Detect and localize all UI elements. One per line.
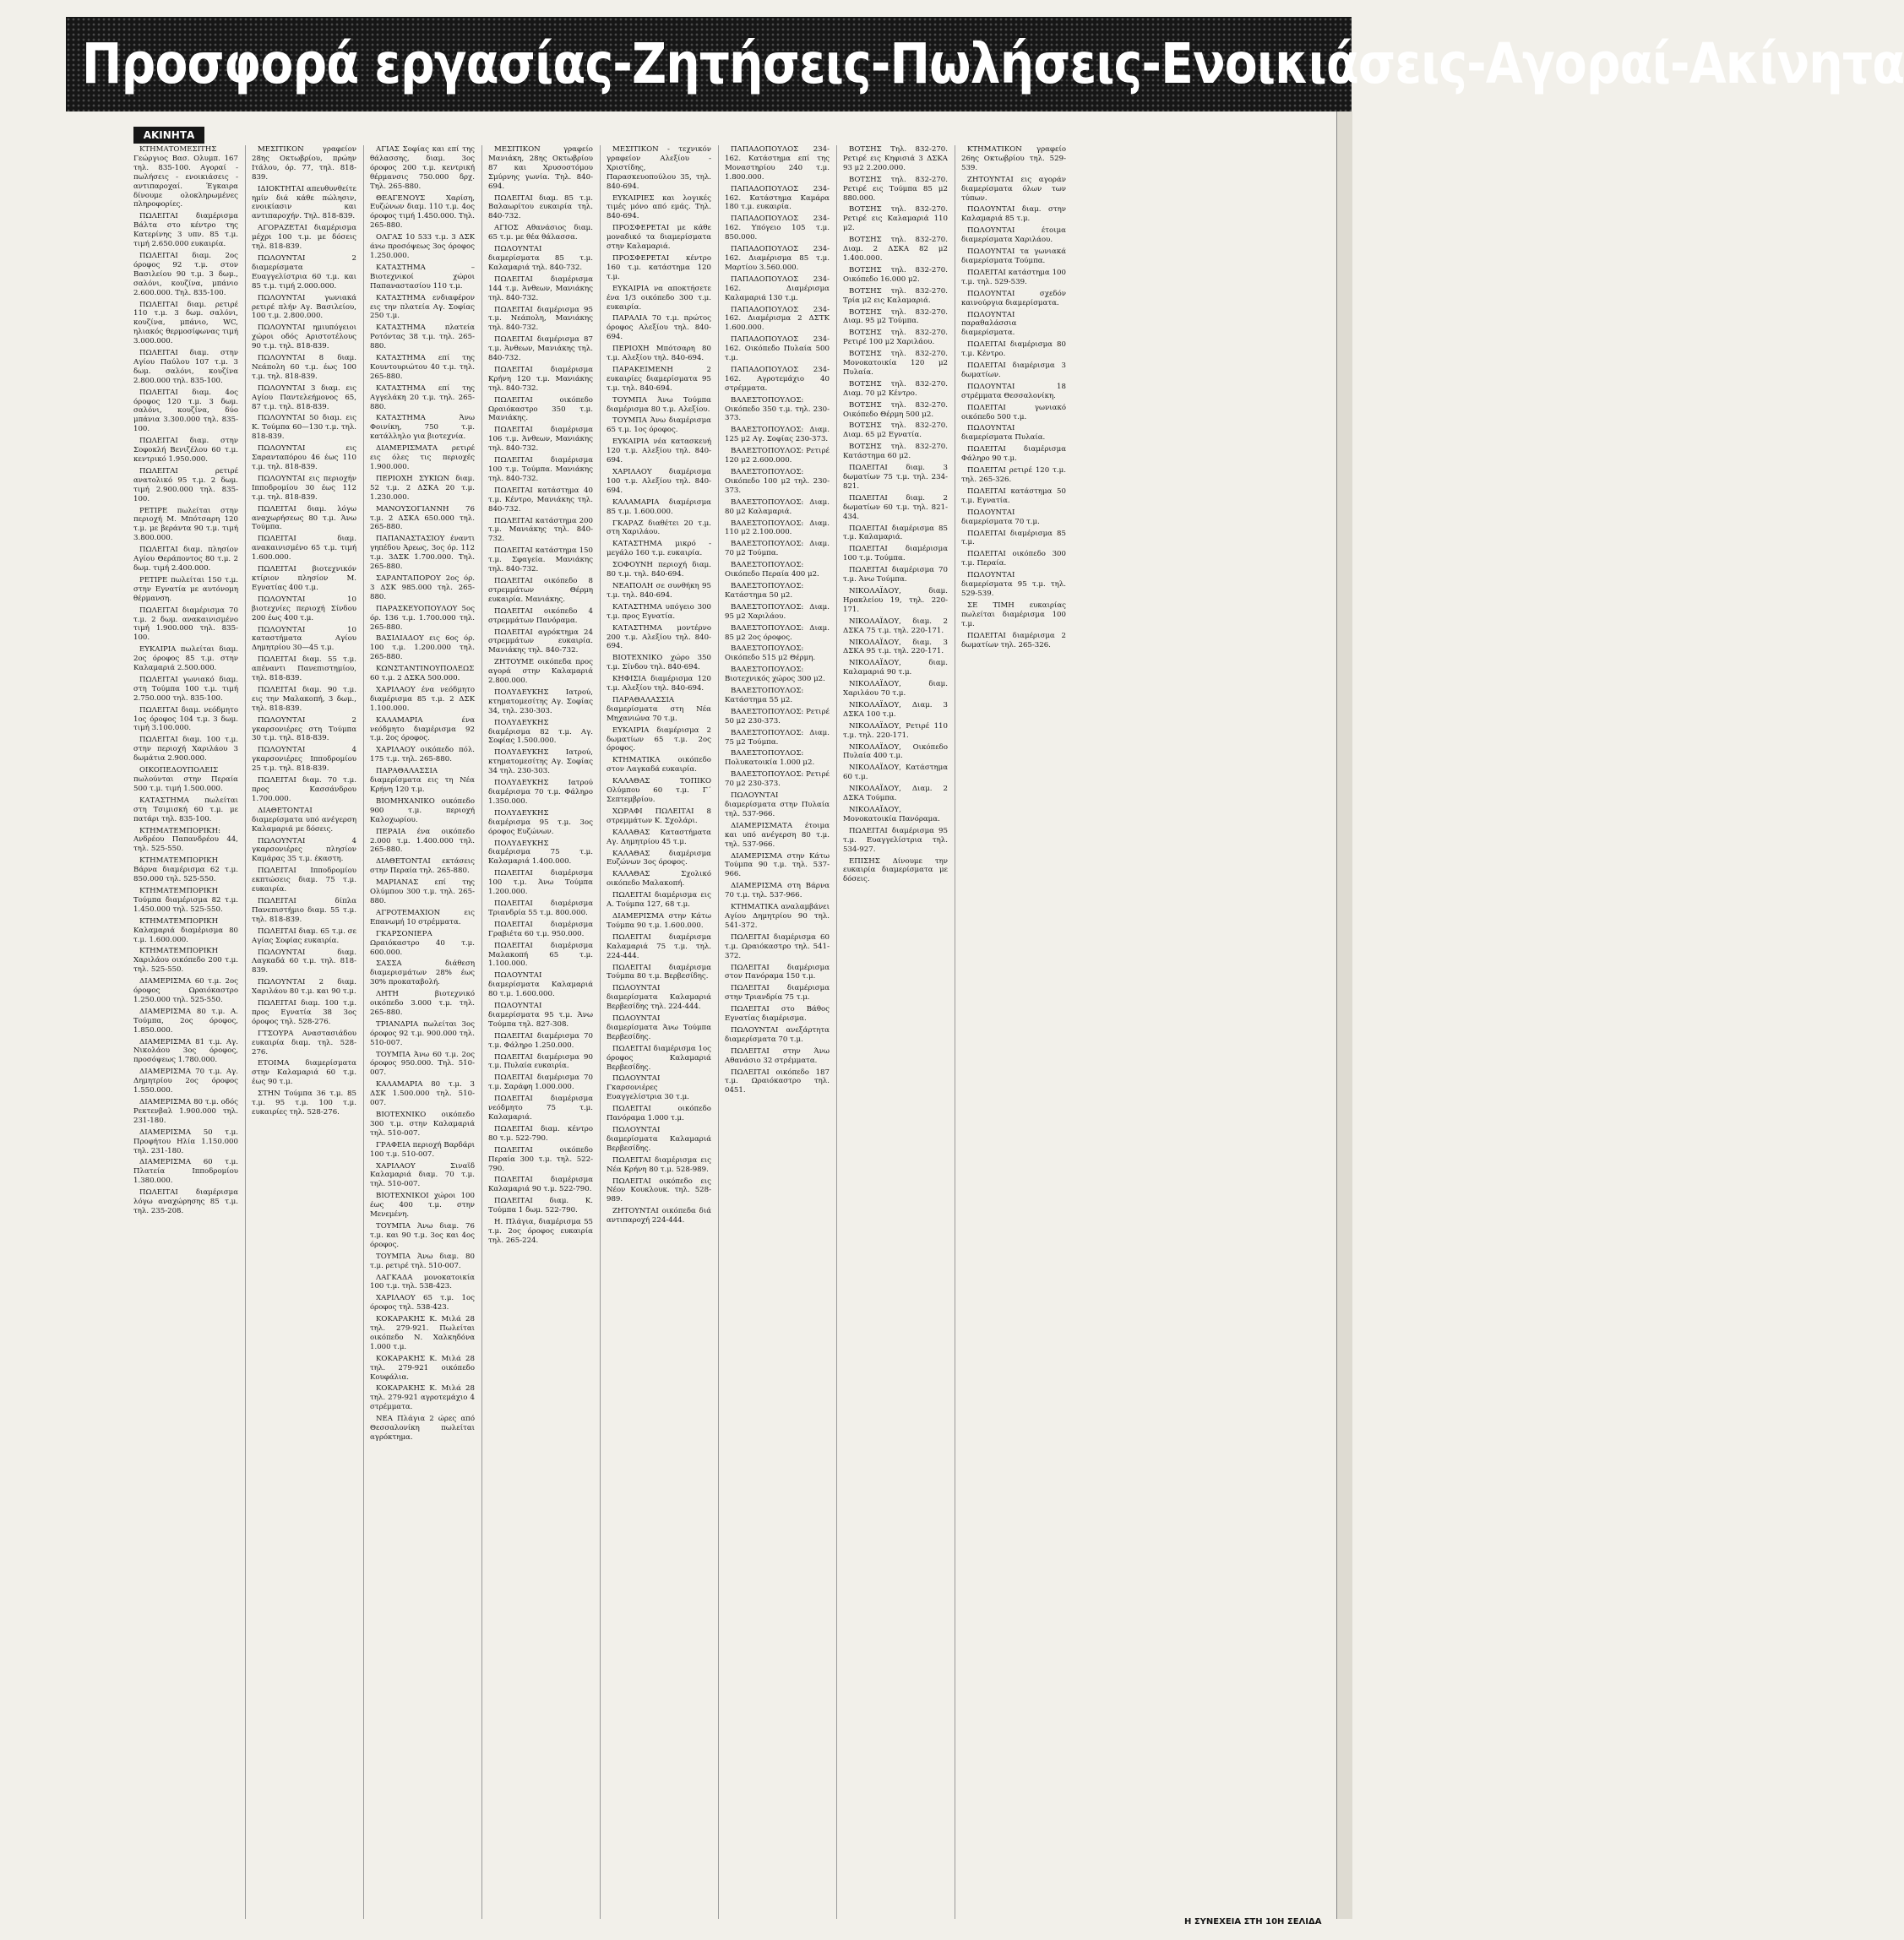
classified-ad: ΒΟΤΣΗΣ Τηλ. 832-270. Ρετιρέ εις Κηφισιά 3 ΔΣΚΑ 93 μ2 2.200.000. bbox=[843, 145, 948, 172]
classified-ad: ΠΩΛΕΙΤΑΙ διαμέρισμα 85 τ.μ. Καλαμαριά. bbox=[843, 524, 948, 542]
classified-ad: ΝΙΚΟΛΑΪΔΟΥ, διαμ. Ηρακλείου 19, τηλ. 220-171. bbox=[843, 586, 948, 614]
classified-ad: ΠΩΛΕΙΤΑΙ ρετιρέ ανατολικό 95 τ.μ. 2 δωμ. τιμή 2.900.000 τηλ. 835-100. bbox=[133, 466, 238, 503]
classified-ad: ΠΩΛΕΙΤΑΙ ρετιρέ 120 τ.μ. τηλ. 265-326. bbox=[961, 466, 1066, 484]
classified-ad: ΠΩΛΕΙΤΑΙ διαμ. 70 τ.μ. προς Κασσάνδρου 1.700.000. bbox=[252, 776, 356, 803]
classified-ad: ΠΟΛΥΔΕΥΚΗΣ διαμέρισμα 75 τ.μ. Καλαμαριά 1.400.000. bbox=[488, 839, 593, 867]
classified-ad: ΒΑΛΕΣΤΟΠΟΥΛΟΣ: Διαμ. 70 μ2 Τούμπα. bbox=[725, 540, 830, 558]
classified-ad: ΒΑΛΕΣΤΟΠΟΥΛΟΣ: Ρετιρέ 120 μ2 2.600.000. bbox=[725, 447, 830, 465]
classified-ad: ΚΩΝΣΤΑΝΤΙΝΟΥΠΟΛΕΩΣ 60 τ.μ. 2 ΔΣΚΑ 500.000. bbox=[370, 665, 475, 683]
classified-ad: ΒΟΤΣΗΣ τηλ. 832-270. Ρετιρέ εις Καλαμαριά 110 μ2. bbox=[843, 205, 948, 233]
classified-ad: ΠΩΛΟΥΝΤΑΙ έτοιμα διαμερίσματα Χαριλάου. bbox=[961, 226, 1066, 245]
classified-ad: ΠΩΛΕΙΤΑΙ διαμ. λόγω αναχωρήσεως 80 τ.μ. Άνω Τούμπα. bbox=[252, 504, 356, 532]
classified-ad: ΒΑΛΕΣΤΟΠΟΥΛΟΣ: Ρετιρέ 70 μ2 230-373. bbox=[725, 770, 830, 789]
classified-ad: ΕΥΚΑΙΡΙΑ νέα κατασκευή 120 τ.μ. Αλεξίου τηλ. 840-694. bbox=[607, 437, 711, 465]
classified-ad: ΤΟΥΜΠΑ Άνω διαμ. 76 τ.μ. και 90 τ.μ. 3ος και 4ος όροφος. bbox=[370, 1221, 475, 1249]
classified-ad: ΠΩΛΕΙΤΑΙ διαμέρισμα Κρήνη 120 τ.μ. Μανιάκης τηλ. 840-732. bbox=[488, 365, 593, 393]
classified-ad: ΚΑΤΑΣΤΗΜΑ πωλείται στη Τσιμισκή 60 τ.μ. με πατάρι τηλ. 835-100. bbox=[133, 796, 238, 823]
classified-ad: ΠΕΡΙΟΧΗ ΣΥΚΙΩΝ διαμ. 52 τ.μ. 2 ΔΣΚΑ 20 τ.μ. 1.230.000. bbox=[370, 474, 475, 502]
classified-ad: ΠΩΛΕΙΤΑΙ διαμέρισμα 87 τ.μ. Άνθεων, Μανιάκης τηλ. 840-732. bbox=[488, 335, 593, 363]
classified-ad: ΝΙΚΟΛΑΪΔΟΥ, διαμ. 3 ΔΣΚΑ 95 τ.μ. τηλ. 220-171. bbox=[843, 638, 948, 656]
classified-ad: ΚΑΤΑΣΤΗΜΑ επί της Κουντουριώτου 40 τ.μ. τηλ. 265-880. bbox=[370, 354, 475, 381]
classified-ad: ΚΤΗΜΑΤΙΚΑ οικόπεδο στον Λαγκαδά ευκαιρία. bbox=[607, 756, 711, 774]
classified-ad: ΒΑΛΕΣΤΟΠΟΥΛΟΣ: Ρετιρέ 50 μ2 230-373. bbox=[725, 707, 830, 725]
classified-ad: ΝΙΚΟΛΑΪΔΟΥ, Ρετιρέ 110 τ.μ. τηλ. 220-171. bbox=[843, 721, 948, 740]
classified-ad: ΠΩΛΕΙΤΑΙ οικόπεδο Περαία 300 τ.μ. τηλ. 522-790. bbox=[488, 1145, 593, 1173]
classified-ad: ΠΩΛΕΙΤΑΙ οικόπεδο Πανόραμα 1.000 τ.μ. bbox=[607, 1105, 711, 1123]
classified-ad: ΠΩΛΟΥΝΤΑΙ διαμ. στην Καλαμαριά 85 τ.μ. bbox=[961, 205, 1066, 224]
classified-ad: ΔΙΑΘΕΤΟΝΤΑΙ διαμερίσματα υπό ανέγερση Καλαμαριά με δόσεις. bbox=[252, 806, 356, 834]
classified-ad: ΘΕΑΓΕΝΟΥΣ Χαρίση, Ευζώνων διαμ. 110 τ.μ. 4ος όροφος τιμή 1.450.000. Τηλ. 265-880. bbox=[370, 193, 475, 231]
classified-ad: ΠΩΛΕΙΤΑΙ οικόπεδο Ωραιόκαστρο 350 τ.μ. Μανιάκης. bbox=[488, 395, 593, 423]
column-divider bbox=[836, 145, 837, 1919]
classified-ad: ΠΩΛΕΙΤΑΙ κατάστημα 50 τ.μ. Εγνατία. bbox=[961, 486, 1066, 505]
classified-ad: ΠΩΛΟΥΝΤΑΙ σχεδόν καινούργια διαμερίσματα. bbox=[961, 289, 1066, 307]
classified-ad: ΠΩΛΕΙΤΑΙ αγρόκτημα 24 στρεμμάτων ευκαιρία. Μανιάκης τηλ. 840-732. bbox=[488, 628, 593, 655]
classified-ad: ΔΙΑΜΕΡΙΣΜΑ 60 τ.μ. Πλατεία Ιπποδρομίου 1.380.000. bbox=[133, 1158, 238, 1186]
classified-ad: ΠΑΡΑΛΙΑ 70 τ.μ. πρώτος όροφος Αλεξίου τηλ. 840-694. bbox=[607, 314, 711, 342]
section-banner bbox=[66, 17, 1904, 111]
classified-ad: ΤΟΥΜΠΑ Άνω 60 τ.μ. 2ος όροφος 950.000. Τηλ. 510-007. bbox=[370, 1050, 475, 1078]
classified-ad: ΒΑΛΕΣΤΟΠΟΥΛΟΣ: Κατάστημα 55 μ2. bbox=[725, 687, 804, 704]
classified-ad: ΒΑΛΕΣΤΟΠΟΥΛΟΣ: Οικόπεδο Περαία 400 μ2. bbox=[725, 561, 819, 579]
classified-ad: ΚΤΗΜΑΤΟΜΕΣΙΤΗΣ Γεώργιος Βασ. Ολυμπ. 167 τηλ. 835-100. Αγοραί - πωλήσεις - ενοικιάσεις - αντιπαροχαί. Έγκαιρα δίνουμε ολοκληρωμένες πληροφορίες. bbox=[133, 145, 238, 209]
classified-ad: ΕΥΚΑΙΡΙΑ διαμέρισμα 2 δωματίων 65 τ.μ. 2ος όροφος. bbox=[607, 725, 711, 753]
classified-ad: ΠΩΛΕΙΤΑΙ διαμέρισμα λόγω αναχώρησης 85 τ.μ. τηλ. 235-208. bbox=[133, 1188, 238, 1215]
classified-ad: ΠΩΛΟΥΝΤΑΙ διαμερίσματα Καλαμαριά Βερβεσίδης. bbox=[607, 1126, 711, 1153]
classified-ad: ΠΩΛΕΙΤΑΙ διαμέρισμα 70 τ.μ. Φάληρο 1.250.000. bbox=[488, 1031, 593, 1050]
classified-ad: ΠΩΛΕΙΤΑΙ διαμέρισμα Μαλακοπή 65 τ.μ. 1.100.000. bbox=[488, 941, 593, 969]
classified-ad: ΠΩΛΕΙΤΑΙ διαμέρισμα εις Νέα Κρήνη 80 τ.μ. 528-989. bbox=[607, 1155, 711, 1174]
classified-ad: ΒΟΤΣΗΣ τηλ. 832-270. Μονοκατοικία 120 μ2 Πυλαία. bbox=[843, 350, 948, 377]
classified-ad: ΧΩΡΑΦΙ ΠΩΛΕΙΤΑΙ 8 στρεμμάτων Κ. Σχολάρι. bbox=[607, 807, 711, 825]
classified-ad: ΕΠΙΣΗΣ Δίνουμε την ευκαιρία διαμερίσματα με δόσεις. bbox=[843, 856, 948, 884]
classified-ad: ΠΟΛΥΔΕΥΚΗΣ Ιατρού διαμέρισμα 70 τ.μ. Φάληρο 1.350.000. bbox=[488, 779, 593, 806]
classified-ad: ΝΙΚΟΛΑΪΔΟΥ, Κατάστημα 60 τ.μ. bbox=[843, 764, 948, 782]
classified-ad: ΔΙΑΜΕΡΙΣΜΑ 80 τ.μ. οδός Ρεκτενβαλ 1.900.000 τηλ. 231-180. bbox=[133, 1098, 238, 1125]
classified-ad: ΚΑΛΑΘΑΣ ΤΟΠΙΚΟ Ολύμπου 60 τ.μ. Γ΄ Σεπτεμβρίου. bbox=[607, 777, 711, 804]
classified-ad: ΠΟΛΥΔΕΥΚΗΣ διαμέρισμα 95 τ.μ. 3ος όροφος Ευζώνων. bbox=[488, 808, 593, 836]
classified-ad: ΔΙΑΜΕΡΙΣΜΑ στην Κάτω Τούμπα 90 τ.μ. τηλ. 537-966. bbox=[725, 851, 830, 879]
classified-ad: ΠΩΛΕΙΤΑΙ διαμ. ανακαινισμένο 65 τ.μ. τιμή 1.600.000. bbox=[252, 535, 356, 562]
classified-ad: ΒΙΟΤΕΧΝΙΚΟ χώρο 350 τ.μ. Σίνδου τηλ. 840-694. bbox=[607, 654, 711, 672]
classified-ad: ΠΩΛΕΙΤΑΙ διαμέρισμα Βάλτα στο κέντρο της Κατερίνης 3 υπν. 85 τ.μ. τιμή 2.650.000 ευκαιρία. bbox=[133, 212, 238, 249]
classified-ad: ΧΑΡΙΛΑΟΥ διαμέρισμα 100 τ.μ. Αλεξίου τηλ. 840-694. bbox=[607, 468, 711, 495]
classified-ad: ΚΑΛΑΜΑΡΙΑ 80 τ.μ. 3 ΔΣΚ 1.500.000 τηλ. 510-007. bbox=[370, 1080, 475, 1108]
classified-ad: ΔΙΑΜΕΡΙΣΜΑΤΑ ρετιρέ εις όλες τις περιοχές 1.900.000. bbox=[370, 444, 475, 471]
classified-ad: ΒΟΤΣΗΣ τηλ. 832-270. Διαμ. 65 μ2 Εγνατία. bbox=[843, 421, 948, 440]
classified-ad: ΠΩΛΟΥΝΤΑΙ 8 διαμ. Νεάπολη 60 τ.μ. έως 100 τ.μ. τηλ. 818-839. bbox=[252, 354, 356, 381]
classified-ad: ΙΔΙΟΚΤΗΤΑΙ απευθυνθείτε ημίν διά κάθε πώλησιν, ενοικίασιν και αντιπαροχήν. Τηλ. 818-839. bbox=[252, 184, 356, 221]
classified-ad: ΓΡΑΦΕΙΑ περιοχή Βαρδάρι 100 τ.μ. 510-007. bbox=[370, 1140, 475, 1159]
classified-ad: ΒΟΤΣΗΣ τηλ. 832-270. Κατάστημα 60 μ2. bbox=[843, 443, 948, 461]
classified-ad: ΜΕΣΙΤΙΚΟΝ γραφείον 28ης Οκτωβρίου, πρώην Ιτάλου, όρ. 77, τηλ. 818-839. bbox=[252, 145, 356, 182]
classified-ad: ΠΩΛΕΙΤΑΙ διαμ. 90 τ.μ. εις την Μαλακοπή, 3 δωμ., τηλ. 818-839. bbox=[252, 685, 356, 713]
classified-ad: ΠΩΛΕΙΤΑΙ διαμέρισμα 70 τ.μ. 2 δωμ. ανακαινισμένο τιμή 1.900.000 τηλ. 835-100. bbox=[133, 606, 238, 643]
classified-ad: ΚΤΗΜΑΤΕΜΠΟΡΙΚΗ Βάρνα διαμέρισμα 62 τ.μ. 850.000 τηλ. 525-550. bbox=[133, 856, 238, 884]
classified-ad: ΠΩΛΕΙΤΑΙ διαμέρισμα 106 τ.μ. Άνθεων, Μανιάκης τηλ. 840-732. bbox=[488, 426, 593, 454]
classified-ad: ΑΓΡΟΤΕΜΑΧΙΟΝ εις Επανωμή 10 στρέμματα. bbox=[370, 908, 475, 927]
continuation-note: Η ΣΥΝΕΧΕΙΑ ΣΤΗ 10Η ΣΕΛΙΔΑ bbox=[1184, 1917, 1322, 1926]
classified-ad: ΠΩΛΕΙΤΑΙ διαμ. ρετιρέ 110 τ.μ. 3 δωμ. σαλόνι, κουζίνα, μπάνιο, WC, ηλιακός θερμοσίφωνας τιμή 3.000.000. bbox=[133, 300, 238, 346]
classified-ad: ΠΩΛΕΙΤΑΙ διαμ. πλησίον Αγίου Θεράποντος 80 τ.μ. 2 δωμ. τιμή 2.400.000. bbox=[133, 546, 238, 573]
classified-ad: ΠΩΛΕΙΤΑΙ διαμέρισμα 60 τ.μ. Ωραιόκαστρο τηλ. 541-372. bbox=[725, 932, 830, 960]
classified-ad: ΒΟΤΣΗΣ τηλ. 832-270. Ρετιρέ 100 μ2 Χαριλάου. bbox=[843, 329, 948, 347]
classified-ad: ΠΩΛΕΙΤΑΙ διαμ. 85 τ.μ. Βαλαωρίτου ευκαιρία τηλ. 840-732. bbox=[488, 193, 593, 221]
classified-ad: ΚΤΗΜΑΤΙΚΟΝ γραφείο 26ης Οκτωβρίου τηλ. 529-539. bbox=[961, 145, 1066, 172]
classified-ad: ΣΤΗΝ Τούμπα 36 τ.μ. 85 τ.μ. 95 τ.μ. 100 τ.μ. ευκαιρίες τηλ. 528-276. bbox=[252, 1090, 356, 1117]
classified-ad: Η. Πλάγια, διαμέρισμα 55 τ.μ. 2ος όροφος ευκαιρία τηλ. 265-224. bbox=[488, 1218, 593, 1245]
classified-ad: ΠΩΛΟΥΝΤΑΙ διαμερίσματα Πυλαία. bbox=[961, 424, 1046, 443]
classified-ad: ΚΑΛΑΜΑΡΙΑ ένα νεόδμητο διαμέρισμα 92 τ.μ. 2ος όροφος. bbox=[370, 715, 475, 743]
classified-ad: ΠΩΛΕΙΤΑΙ διαμ. 2 δωματίων 60 τ.μ. τηλ. 821-434. bbox=[843, 493, 948, 521]
column-divider bbox=[718, 145, 719, 1919]
classified-ad: ΚΑΤΑΣΤΗΜΑ μικρό - μεγάλο 160 τ.μ. ευκαιρία. bbox=[607, 540, 711, 558]
ad-column bbox=[133, 145, 238, 1919]
classified-ad: ΠΩΛΟΥΝΤΑΙ διαμερίσματα 70 τ.μ. bbox=[961, 508, 1040, 526]
classified-ad: ΝΙΚΟΛΑΪΔΟΥ, διαμ. Χαριλάου 70 τ.μ. bbox=[843, 680, 948, 698]
classified-ad: ΠΩΛΟΥΝΤΑΙ εις περιοχήν Ιπποδρομίου 30 έως 112 τ.μ. τηλ. 818-839. bbox=[252, 474, 356, 502]
classified-ad: ΠΩΛΟΥΝΤΑΙ εις Σαρανταπόρου 46 έως 110 τ.μ. τηλ. 818-839. bbox=[252, 444, 356, 471]
classified-ad: ΟΛΓΑΣ 10 533 τ.μ. 3 ΔΣΚ άνω προσόψεως 3ος όροφος 1.250.000. bbox=[370, 233, 475, 260]
classified-ad: ΠΩΛΕΙΤΑΙ διαμέρισμα 95 τ.μ. Ευαγγελίστρια τηλ. 534-927. bbox=[843, 826, 948, 854]
classified-ad: ΠΩΛΕΙΤΑΙ οικόπεδο 4 στρεμμάτων Πανόραμα. bbox=[488, 606, 593, 625]
classified-ad: ΠΩΛΕΙΤΑΙ διαμέρισμα 1ος όροφος Καλαμαριά Βερβεσίδης. bbox=[607, 1044, 711, 1072]
classified-ad: ΠΩΛΟΥΝΤΑΙ 10 βιοτεχνίες περιοχή Σίνδου 200 έως 400 τ.μ. bbox=[252, 595, 356, 622]
classified-ad: ΒΟΤΣΗΣ τηλ. 832-270. Οικόπεδο 16.000 μ2. bbox=[843, 265, 948, 284]
classified-ad: ΒΑΛΕΣΤΟΠΟΥΛΟΣ: Διαμ. 75 μ2 Τούμπα. bbox=[725, 728, 830, 747]
classified-ad: ΠΩΛΟΥΝΤΑΙ ανεξάρτητα διαμερίσματα 70 τ.μ. bbox=[725, 1025, 830, 1044]
classified-ad: ΧΑΡΙΛΑΟΥ 65 τ.μ. 1ος όροφος τηλ. 538-423. bbox=[370, 1294, 475, 1312]
classified-ad: ΠΩΛΕΙΤΑΙ διαμ. κέντρο 80 τ.μ. 522-790. bbox=[488, 1124, 593, 1143]
classified-ad: ΠΟΛΥΔΕΥΚΗΣ διαμέρισμα 82 τ.μ. Αγ. Σοφίας 1.500.000. bbox=[488, 718, 593, 746]
classified-ad: ΡΕΤΙΡΕ πωλείται στην περιοχή Μ. Μπότσαρη 120 τ.μ. με βεράντα 90 τ.μ. τιμή 3.800.000. bbox=[133, 506, 238, 543]
classified-ad: ΠΩΛΟΥΝΤΑΙ 3 διαμ. εις Αγίου Παντελεήμονος 65, 87 τ.μ. τηλ. 818-839. bbox=[252, 383, 356, 411]
classified-ad: ΠΩΛΕΙΤΑΙ διαμ. 100 τ.μ. προς Εγνατία 38 3ος όροφος τηλ. 528-276. bbox=[252, 999, 356, 1026]
classified-ad: ΝΕΑΠΟΛΗ σε συνθήκη 95 τ.μ. τηλ. 840-694. bbox=[607, 581, 711, 600]
classified-ad: ΚΟΚΑΡΑΚΗΣ Κ. Μιλά 28 τηλ. 279-921 οικόπεδο Κουφάλια. bbox=[370, 1354, 475, 1382]
classified-ad: ΠΩΛΟΥΝΤΑΙ 50 διαμ. εις Κ. Τούμπα 60—130 τ.μ. τηλ. 818-839. bbox=[252, 414, 356, 442]
classified-ad: ΠΩΛΟΥΝΤΑΙ 2 γκαρσονιέρες στη Τούμπα 30 τ.μ. τηλ. 818-839. bbox=[252, 715, 356, 743]
classified-ad: ΚΗΦΙΣΙΑ διαμέρισμα 120 τ.μ. Αλεξίου τηλ. 840-694. bbox=[607, 675, 711, 693]
classified-ad: ΠΩΛΟΥΝΤΑΙ παραθαλάσσια διαμερίσματα. bbox=[961, 310, 1017, 338]
classified-ad: ΔΙΑΜΕΡΙΣΜΑ 81 τ.μ. Αγ. Νικολάου 3ος όροφος, προσόψεως 1.780.000. bbox=[133, 1037, 238, 1065]
classified-ad: ΚΑΤΑΣΤΗΜΑ υπόγειο 300 τ.μ. προς Εγνατία. bbox=[607, 602, 711, 621]
classified-ad: ΠΩΛΕΙΤΑΙ διαμέρισμα 3 δωματίων. bbox=[961, 361, 1066, 379]
classified-ad: ΒΙΟΤΕΧΝΙΚΟΙ χώροι 100 έως 400 τ.μ. στην Μενεμένη. bbox=[370, 1192, 475, 1220]
classified-ad: ΣΕ ΤΙΜΗ ευκαιρίας πωλείται διαμέρισμα 100 τ.μ. bbox=[961, 600, 1066, 628]
classified-ad: ΚΑΛΑΘΑΣ Καταστήματα Αγ. Δημητρίου 45 τ.μ. bbox=[607, 828, 711, 846]
classified-ad: ΠΩΛΕΙΤΑΙ οικόπεδο 300 τ.μ. Περαία. bbox=[961, 550, 1066, 568]
classified-ad: ΠΩΛΟΥΝΤΑΙ διαμερίσματα στην Πυλαία τηλ. 537-966. bbox=[725, 791, 830, 818]
classified-ad: ΠΩΛΕΙΤΑΙ διαμ. 3 δωματίων 75 τ.μ. τηλ. 234-821. bbox=[843, 464, 948, 491]
ad-column bbox=[843, 145, 948, 1919]
classified-ad: ΠΩΛΕΙΤΑΙ διαμέρισμα 95 τ.μ. Νεάπολη, Μανιάκης τηλ. 840-732. bbox=[488, 305, 593, 333]
classified-ad: ΠΩΛΕΙΤΑΙ διαμέρισμα 80 τ.μ. Κέντρο. bbox=[961, 340, 1066, 359]
classified-ad: ΠΩΛΕΙΤΑΙ διαμέρισμα Καλαμαριά 90 τ.μ. 522-790. bbox=[488, 1176, 593, 1194]
classified-ad: ΠΑΡΑΘΑΛΑΣΣΙΑ διαμερίσματα εις τη Νέα Κρήνη 120 τ.μ. bbox=[370, 767, 475, 794]
next-page-edge bbox=[1336, 111, 1352, 1919]
ad-column bbox=[488, 145, 593, 1919]
classified-ad: ΠΩΛΕΙΤΑΙ διαμέρισμα Γραβιέτα 60 τ.μ. 950.000. bbox=[488, 920, 593, 938]
classified-ad: ΚΤΗΜΑΤΕΜΠΟΡΙΚΗ Καλαμαριά διαμέρισμα 80 τ.μ. 1.600.000. bbox=[133, 916, 238, 944]
classified-ad: ΒΑΛΕΣΤΟΠΟΥΛΟΣ: Οικόπεδο 515 μ2 Θέρμη. bbox=[725, 644, 816, 663]
classified-ad: ΝΙΚΟΛΑΪΔΟΥ, Διαμ. 3 ΔΣΚΑ 100 τ.μ. bbox=[843, 700, 948, 719]
classified-ad: ΛΑΓΚΑΔΑ μονοκατοικία 100 τ.μ. τηλ. 538-423. bbox=[370, 1273, 475, 1291]
classified-ad: ΔΙΑΜΕΡΙΣΜΑ στην Κάτω Τούμπα 90 τ.μ. 1.600.000. bbox=[607, 911, 711, 930]
classified-ad: ΚΑΛΑΜΑΡΙΑ διαμέρισμα 85 τ.μ. 1.600.000. bbox=[607, 497, 711, 516]
classified-ad: ΠΩΛΕΙΤΑΙ διαμέρισμα 100 τ.μ. Τούμπα. Μανιάκης τηλ. 840-732. bbox=[488, 456, 593, 483]
ad-column bbox=[607, 145, 711, 1919]
classified-ad: ΧΑΡΙΛΑΟΥ Σιναϊδ Καλαμαριά διαμ. 70 τ.μ. τηλ. 510-007. bbox=[370, 1161, 475, 1189]
classified-ad: ΧΑΡΙΛΑΟΥ οικόπεδο πόλ. 175 τ.μ. τηλ. 265-880. bbox=[370, 746, 475, 764]
classified-ad: ΔΙΑΜΕΡΙΣΜΑΤΑ έτοιμα και υπό ανέγερση 80 τ.μ. τηλ. 537-966. bbox=[725, 821, 830, 849]
classified-ad: ΠΩΛΕΙΤΑΙ διαμέρισμα Τριανδρία 55 τ.μ. 800.000. bbox=[488, 899, 593, 917]
classified-ad: ΚΤΗΜΑΤΕΜΠΟΡΙΚΗ: Ανδρέου Παπανδρέου 44, τηλ. 525-550. bbox=[133, 826, 238, 854]
classified-ad: ΚΟΚΑΡΑΚΗΣ Κ. Μιλά 28 τηλ. 279-921. Πωλείται οικόπεδο Ν. Χαλκηδόνα 1.000 τ.μ. bbox=[370, 1315, 475, 1351]
classified-ad: ΤΟΥΜΠΑ Άνω διαμ. 80 τ.μ. ρετιρέ τηλ. 510-007. bbox=[370, 1252, 475, 1270]
classified-ad: ΕΥΚΑΙΡΙΕΣ και λογικές τιμές μόνο από εμάς. Τηλ. 840-694. bbox=[607, 193, 711, 221]
classified-ad: ΠΩΛΕΙΤΑΙ διαμέρισμα εις Α. Τούμπα 127, 68 τ.μ. bbox=[607, 891, 711, 910]
classified-ad: ΠΩΛΕΙΤΑΙ διαμ. στην Σοφοκλή Βενιζέλου 60 τ.μ. κεντρικό 1.950.000. bbox=[133, 437, 238, 464]
classified-ad: ΔΙΑΜΕΡΙΣΜΑ 80 τ.μ. Α. Τούμπα, 2ος όροφος, 1.850.000. bbox=[133, 1007, 238, 1035]
classified-ad: ΒΑΛΕΣΤΟΠΟΥΛΟΣ: Διαμ. 80 μ2 Καλαμαριά. bbox=[725, 497, 830, 516]
classified-ad: ΕΤΟΙΜΑ διαμερίσματα στην Καλαμαριά 60 τ.μ. έως 90 τ.μ. bbox=[252, 1059, 356, 1087]
classified-ad: ΒΑΛΕΣΤΟΠΟΥΛΟΣ: Διαμ. 110 μ2 2.100.000. bbox=[725, 519, 830, 537]
classified-ad: ΚΑΤΑΣΤΗΜΑ πλατεία Ροτόντας 38 τ.μ. τηλ. 265-880. bbox=[370, 323, 475, 351]
classified-ad: ΠΩΛΕΙΤΑΙ διαμ. 4ος όροφος 120 τ.μ. 3 δωμ. σαλόνι, κουζίνα, δύο μπάνια 3.300.000 τηλ. 835-100. bbox=[133, 388, 238, 434]
section-tab: ΑΚΙΝΗΤΑ bbox=[133, 127, 204, 144]
classified-ad: ΒΑΛΕΣΤΟΠΟΥΛΟΣ: Οικόπεδο 100 μ2 τηλ. 230-373. bbox=[725, 468, 830, 495]
classified-ad: ΠΩΛΕΙΤΑΙ οικόπεδο 8 στρεμμάτων Θέρμη ευκαιρία. Μανιάκης. bbox=[488, 576, 593, 604]
classified-ad: ΠΑΠΑΔΟΠΟΥΛΟΣ 234-162. Κατάστημα Καμάρα 180 τ.μ. ευκαιρία. bbox=[725, 184, 830, 212]
classified-ad: ΠΩΛΕΙΤΑΙ διαμ. 100 τ.μ. στην περιοχή Χαριλάου 3 δωμάτια 2.900.000. bbox=[133, 736, 238, 764]
classified-ad: ΤΡΙΑΝΔΡΙΑ πωλείται 3ος όροφος 92 τ.μ. 900.000 τηλ. 510-007. bbox=[370, 1019, 475, 1047]
classified-ad: ΛΗΤΗ βιοτεχνικό οικόπεδο 3.000 τ.μ. τηλ. 265-880. bbox=[370, 990, 475, 1017]
classified-ad: ΠΩΛΟΥΝΤΑΙ διαμερίσματα Άνω Τούμπα Βερβεσίδης. bbox=[607, 1014, 711, 1041]
classified-ad: ΜΑΡΙΑΝΑΣ επί της Ολύμπου 300 τ.μ. τηλ. 265-880. bbox=[370, 878, 475, 905]
classified-ad: ΠΑΡΑΘΑΛΑΣΣΙΑ διαμερίσματα στη Νέα Μηχανιώνα 70 τ.μ. bbox=[607, 695, 711, 723]
classified-ad: ΠΩΛΕΙΤΑΙ οικόπεδο 187 τ.μ. Ωραιόκαστρο τηλ. 0451. bbox=[725, 1068, 830, 1095]
classified-ad: ΠΩΛΕΙΤΑΙ διαμέρισμα 90 τ.μ. Πυλαία ευκαιρία. bbox=[488, 1052, 593, 1071]
classified-ad: ΠΩΛΕΙΤΑΙ στην Άνω Αθανάσιο 32 στρέμματα. bbox=[725, 1046, 830, 1065]
classified-ad: ΡΕΤΙΡΕ πωλείται 150 τ.μ. στην Εγνατία με αυτόνομη θέρμανση. bbox=[133, 575, 238, 603]
classified-ad: ΒΑΛΕΣΤΟΠΟΥΛΟΣ: Διαμ. 85 μ2 2ος όροφος. bbox=[725, 623, 830, 642]
column-divider bbox=[481, 145, 482, 1919]
classified-ad: ΠΑΠΑΔΟΠΟΥΛΟΣ 234-162. Υπόγειο 105 τ.μ. 850.000. bbox=[725, 215, 830, 242]
classified-ad: ΠΩΛΕΙΤΑΙ οικόπεδο εις Νέον Κουκλουκ. τηλ. 528-989. bbox=[607, 1176, 711, 1204]
classified-ad: ΠΩΛΟΥΝΤΑΙ διαμερίσματα 95 τ.μ. τηλ. 529-539. bbox=[961, 571, 1066, 598]
classified-ad: ΝΙΚΟΛΑΪΔΟΥ, Διαμ. 2 ΔΣΚΑ Τούμπα. bbox=[843, 785, 948, 803]
classified-ad: ΓΤΣΟΥΡΑ Αναστασιάδου ευκαιρία διαμ. τηλ. 528-276. bbox=[252, 1029, 356, 1057]
classified-ad: ΠΩΛΕΙΤΑΙ κατάστημα 200 τ.μ. Μανιάκης τηλ. 840-732. bbox=[488, 516, 593, 544]
classified-ad: ΚΑΤΑΣΤΗΜΑ επί της Αγγελάκη 20 τ.μ. τηλ. 265-880. bbox=[370, 383, 475, 411]
classified-ad: ΠΡΟΣΦΕΡΕΤΑΙ κέντρο 160 τ.μ. κατάστημα 120 τ.μ. bbox=[607, 253, 711, 281]
ad-column bbox=[252, 145, 356, 1919]
classified-ad: ΒΑΣΙΛΙΑΔΟΥ εις 6ος όρ. 100 τ.μ. 1.200.000 τηλ. 265-880. bbox=[370, 634, 475, 662]
classified-ad: ΠΩΛΕΙΤΑΙ γωνιακό οικόπεδο 500 τ.μ. bbox=[961, 403, 1066, 421]
classified-ad: ΚΑΤΑΣΤΗΜΑ Άνω Φοινίκη, 750 τ.μ. κατάλληλο για βιοτεχνία. bbox=[370, 414, 475, 442]
classified-ad: ΒΙΟΤΕΧΝΙΚΟ οικόπεδο 300 τ.μ. στην Καλαμαριά τηλ. 510-007. bbox=[370, 1111, 475, 1138]
classified-ad: ΒΟΤΣΗΣ τηλ. 832-270. Ρετιρέ εις Τούμπα 85 μ2 880.000. bbox=[843, 175, 948, 203]
classified-ad: ΟΙΚΟΠΕΔΟΥΠΟΛΕΙΣ πωλούνται στην Περαία 500 τ.μ. τιμή 1.500.000. bbox=[133, 766, 238, 793]
classified-ad: ΠΩΛΕΙΤΑΙ διαμέρισμα Καλαμαριά 75 τ.μ. τηλ. 224-444. bbox=[607, 932, 711, 960]
classified-ad: ΠΩΛΕΙΤΑΙ διαμέρισμα 100 τ.μ. Τούμπα. bbox=[843, 545, 948, 563]
classified-ad: ΠΩΛΟΥΝΤΑΙ διαμερίσματα 95 τ.μ. Άνω Τούμπα τηλ. 827-308. bbox=[488, 1002, 593, 1029]
classified-ad: ΠΩΛΕΙΤΑΙ διαμέρισμα στην Τριανδρία 75 τ.μ. bbox=[725, 984, 830, 1003]
classified-ad: ΠΡΟΣΦΕΡΕΤΑΙ με κάθε μοναδικό τα διαμερίσματα στην Καλαμαριά. bbox=[607, 224, 711, 252]
classified-ad: ΒΟΤΣΗΣ τηλ. 832-270. Διαμ. 95 μ2 Τούμπα. bbox=[843, 307, 948, 326]
classified-ad: ΒΙΟΜΗΧΑΝΙΚΟ οικόπεδο 900 τ.μ. περιοχή Καλοχωρίου. bbox=[370, 796, 475, 824]
classified-ad: ΠΑΡΑΣΚΕΥΟΠΟΥΛΟΥ 5ος όρ. 136 τ.μ. 1.700.000 τηλ. 265-880. bbox=[370, 604, 475, 632]
classified-ad: ΣΑΣΣΑ διάθεση διαμερισμάτων 28% έως 30% προκαταβολή. bbox=[370, 959, 475, 987]
classified-ad: ΔΙΑΜΕΡΙΣΜΑ 60 τ.μ. 2ος όροφος Ωραιόκαστρο 1.250.000 τηλ. 525-550. bbox=[133, 977, 238, 1004]
classified-ad: ΠΩΛΕΙΤΑΙ διαμ. 55 τ.μ. απέναντι Πανεπιστημίου, τηλ. 818-839. bbox=[252, 655, 356, 683]
classified-ad: ΝΙΚΟΛΑΪΔΟΥ, διαμ. 2 ΔΣΚΑ 75 τ.μ. τηλ. 220-171. bbox=[843, 617, 948, 635]
classified-ad: ΠΩΛΟΥΝΤΑΙ 18 στρέμματα Θεσσαλονίκη. bbox=[961, 382, 1066, 400]
classified-ad: ΓΚΑΡΑΖ διαθέτει 20 τ.μ. στη Χαριλάου. bbox=[607, 519, 711, 537]
classified-ad: ΠΩΛΕΙΤΑΙ διαμέρισμα στον Πανόραμα 150 τ.μ. bbox=[725, 963, 830, 981]
classified-ad: ΒΑΛΕΣΤΟΠΟΥΛΟΣ: Οικόπεδο 350 τ.μ. τηλ. 230-373. bbox=[725, 395, 830, 423]
classified-ad: ΠΩΛΟΥΝΤΑΙ 2 διαμερίσματα Ευαγγελίστρια 60 τ.μ. και 85 τ.μ. τιμή 2.000.000. bbox=[252, 253, 356, 291]
classified-ad: ΜΕΣΙΤΙΚΟΝ γραφείο Μανιάκη, 28ης Οκτωβρίου 87 και Χρυσοστόμου Σμύρνης γωνία. Τηλ. 840-694. bbox=[488, 145, 593, 191]
classified-ad: ΠΩΛΕΙΤΑΙ Ιπποδρομίου εκπτώσεις διαμ. 75 τ.μ. ευκαιρία. bbox=[252, 867, 356, 894]
classified-ad: ΠΩΛΕΙΤΑΙ διαμέρισμα Τούμπα 80 τ.μ. Βερβεσίδης. bbox=[607, 963, 711, 981]
classified-ad: ΠΩΛΕΙΤΑΙ κατάστημα 100 τ.μ. τηλ. 529-539. bbox=[961, 268, 1066, 286]
classified-ad: ΠΩΛΟΥΝΤΑΙ διαμερίσματα Καλαμαριά Βερβεσίδης τηλ. 224-444. bbox=[607, 984, 711, 1012]
classified-ad: ΧΑΡΙΛΑΟΥ ένα νεόδμητο διαμέρισμα 85 τ.μ. 2 ΔΣΚ 1.100.000. bbox=[370, 685, 475, 713]
classified-ad: ΚΤΗΜΑΤΕΜΠΟΡΙΚΗ Τούμπα διαμέρισμα 82 τ.μ. 1.450.000 τηλ. 525-550. bbox=[133, 886, 238, 914]
classified-ad: ΠΩΛΟΥΝΤΑΙ διαμ. Λαγκαδά 60 τ.μ. τηλ. 818-839. bbox=[252, 948, 356, 975]
classified-ad: ΠΩΛΟΥΝΤΑΙ τα γωνιακά διαμερίσματα Τούμπα. bbox=[961, 247, 1066, 265]
classified-ad: ΚΟΚΑΡΑΚΗΣ Κ. Μιλά 28 τηλ. 279-921 αγροτεμάχιο 4 στρέμματα. bbox=[370, 1384, 475, 1412]
classified-ad: ΠΩΛΟΥΝΤΑΙ 4 γκαρσονιέρες πλησίον Καμάρας 35 τ.μ. έκαστη. bbox=[252, 836, 356, 864]
column-divider bbox=[245, 145, 246, 1919]
classified-ad: ΒΑΛΕΣΤΟΠΟΥΛΟΣ: Κατάστημα 50 μ2. bbox=[725, 581, 804, 600]
classified-ad: ΓΚΑΡΣΟΝΙΕΡΑ Ωραιόκαστρο 40 τ.μ. 600.000. bbox=[370, 929, 475, 957]
classified-ad: ΠΩΛΕΙΤΑΙ στο Βάθος Εγνατίας διαμέρισμα. bbox=[725, 1005, 830, 1024]
classified-ad: ΠΩΛΕΙΤΑΙ διαμέρισμα 2 δωματίων τηλ. 265-326. bbox=[961, 631, 1066, 649]
classified-ad: ΠΩΛΟΥΝΤΑΙ διαμερίσματα Καλαμαριά 80 τ.μ. 1.600.000. bbox=[488, 971, 593, 999]
classified-ad: ΕΥΚΑΙΡΙΑ πωλείται διαμ. 2ος όροφος 85 τ.μ. στην Καλαμαριά 2.500.000. bbox=[133, 645, 238, 673]
classified-ad: ΤΟΥΜΠΑ Άνω Τούμπα διαμέρισμα 80 τ.μ. Αλεξίου. bbox=[607, 395, 711, 414]
classified-ad: ΠΩΛΕΙΤΑΙ κατάστημα 40 τ.μ. Κέντρο, Μανιάκης τηλ. 840-732. bbox=[488, 486, 593, 514]
ad-column bbox=[725, 145, 830, 1919]
classified-ad: ΑΓΙΑΣ Σοφίας και επί της θάλασσης, διαμ. 3ος όροφος 200 τ.μ. κεντρική θέρμανσις 750.000 δρχ. Τηλ. 265-880. bbox=[370, 145, 475, 191]
classified-ad: ΠΑΠΑΔΟΠΟΥΛΟΣ 234-162. Διαμέρισμα 2 ΔΣΤΚ 1.600.000. bbox=[725, 305, 830, 333]
classified-ad: ΠΩΛΟΥΝΤΑΙ 2 διαμ. Χαριλάου 80 τ.μ. και 90 τ.μ. bbox=[252, 978, 356, 997]
classified-ad: ΚΤΗΜΑΤΕΜΠΟΡΙΚΗ Χαριλάου οικόπεδο 200 τ.μ. τηλ. 525-550. bbox=[133, 947, 238, 975]
ad-column bbox=[961, 145, 1066, 1919]
classified-ad: ΔΙΑΜΕΡΙΣΜΑ στη Βάρνα 70 τ.μ. τηλ. 537-966. bbox=[725, 882, 830, 900]
classified-ad: ΠΩΛΕΙΤΑΙ γωνιακό διαμ. στη Τούμπα 100 τ.μ. τιμή 2.750.000 τηλ. 835-100. bbox=[133, 675, 238, 703]
classified-ad: ΠΩΛΕΙΤΑΙ διαμ. 2ος όροφος 92 τ.μ. στον Βασιλείου 90 τ.μ. 3 δωμ., σαλόνι, κουζίνα, μπάνιο 2.600.000. Τηλ. 835-100. bbox=[133, 251, 238, 297]
classified-ad: ΜΕΣΙΤΙΚΟΝ - τεχνικόν γραφείον Αλεξίου - Χριστίδης, Παρασκευοπούλου 35, τηλ. 840-694. bbox=[607, 145, 711, 191]
classified-ad: ΒΑΛΕΣΤΟΠΟΥΛΟΣ: Πολυκατοικία 1.000 μ2. bbox=[725, 749, 815, 768]
ad-column bbox=[370, 145, 475, 1919]
classified-ad: ΝΙΚΟΛΑΪΔΟΥ, Μονοκατοικία Πανόραμα. bbox=[843, 806, 940, 823]
classified-ad: ΠΩΛΕΙΤΑΙ διαμ. 65 τ.μ. σε Αγίας Σοφίας ευκαιρία. bbox=[252, 927, 356, 945]
classified-ad: ΠΟΛΥΔΕΥΚΗΣ Ιατρού, κτηματομεσίτης Αγ. Σοφίας 34 τηλ. 230-303. bbox=[488, 748, 593, 776]
classified-ad: ΚΑΤΑΣΤΗΜΑ μοντέρνο 200 τ.μ. Αλεξίου τηλ. 840-694. bbox=[607, 623, 711, 651]
classified-ad: ΠΩΛΕΙΤΑΙ διαμέρισμα 144 τ.μ. Άνθεων, Μανιάκης τηλ. 840-732. bbox=[488, 274, 593, 302]
classified-ad: ΣΑΡΑΝΤΑΠΟΡΟΥ 2ος όρ. 3 ΔΣΚ 985.000 τηλ. 265-880. bbox=[370, 573, 475, 601]
classified-ad: ΒΑΛΕΣΤΟΠΟΥΛΟΣ: Βιοτεχνικός χώρος 300 μ2. bbox=[725, 666, 825, 684]
classified-ad: ΝΙΚΟΛΑΪΔΟΥ, διαμ. Καλαμαριά 90 τ.μ. bbox=[843, 659, 948, 677]
classified-ad: ΠΩΛΕΙΤΑΙ δίπλα Πανεπιστήμιο διαμ. 55 τ.μ. τηλ. 818-839. bbox=[252, 896, 356, 924]
classified-ad: ΠΩΛΕΙΤΑΙ κατάστημα 150 τ.μ. Σφαγεία. Μανιάκης τηλ. 840-732. bbox=[488, 546, 593, 574]
classified-ad: ΒΑΛΕΣΤΟΠΟΥΛΟΣ: Διαμ. 125 μ2 Αγ. Σοφίας 230-373. bbox=[725, 426, 830, 444]
classified-ad: ΠΑΠΑΔΟΠΟΥΛΟΣ 234-162. Αγροτεμάχιο 40 στρέμματα. bbox=[725, 365, 830, 393]
classified-ad: ΠΩΛΟΥΝΤΑΙ γωνιακά ρετιρέ πλήν Αγ. Βασιλείου, 100 τ.μ. 2.800.000. bbox=[252, 293, 356, 321]
classified-ad: ΠΩΛΕΙΤΑΙ βιοτεχνικόν κτίριον πλησίον Μ. Εγνατίας 400 τ.μ. bbox=[252, 565, 356, 592]
classified-ad: ΠΩΛΕΙΤΑΙ διαμέρισμα 70 τ.μ. Άνω Τούμπα. bbox=[843, 566, 948, 584]
classified-ad: ΠΑΠΑΔΟΠΟΥΛΟΣ 234-162. Οικόπεδο Πυλαία 500 τ.μ. bbox=[725, 335, 830, 363]
classified-ad: ΑΓΟΡΑΖΕΤΑΙ διαμέρισμα μέχρι 100 τ.μ. με δόσεις τηλ. 818-839. bbox=[252, 224, 356, 252]
classified-ad: ΚΑΤΑΣΤΗΜΑ ενδιαφέρον εις την πλατεία Αγ. Σοφίας 250 τ.μ. bbox=[370, 293, 475, 321]
classified-ad: ΠΑΡΑΚΕΙΜΕΝΗ 2 ευκαιρίες διαμερίσματα 95 τ.μ. τηλ. 840-694. bbox=[607, 365, 711, 393]
classified-ad: ΑΓΙΟΣ Αθανάσιος διαμ. 65 τ.μ. με θέα θάλασσα. bbox=[488, 224, 593, 242]
classified-ad: ΠΕΡΙΟΧΗ Μπότσαρη 80 τ.μ. Αλεξίου τηλ. 840-694. bbox=[607, 345, 711, 363]
classified-ad: ΠΩΛΟΥΝΤΑΙ ημιυπόγειοι χώροι οδός Αριστοτέλους 90 τ.μ. τηλ. 818-839. bbox=[252, 323, 356, 351]
classified-ad: ΠΩΛΕΙΤΑΙ διαμέρισμα 100 τ.μ. Άνω Τούμπα 1.200.000. bbox=[488, 869, 593, 897]
classified-ad: ΜΑΝΟΥΣΟΓΙΑΝΝΗ 76 τ.μ. 2 ΔΣΚΑ 650.000 τηλ. 265-880. bbox=[370, 504, 475, 532]
classified-ad: ΠΩΛΕΙΤΑΙ διαμέρισμα νεόδμητο 75 τ.μ. Καλαμαριά. bbox=[488, 1095, 593, 1122]
classified-ad: ΒΑΛΕΣΤΟΠΟΥΛΟΣ: Διαμ. 95 μ2 Χαριλάου. bbox=[725, 602, 830, 621]
classified-ad: ΔΙΑΜΕΡΙΣΜΑ 50 τ.μ. Προφήτου Ηλία 1.150.000 τηλ. 231-180. bbox=[133, 1128, 238, 1155]
classified-ad: ΠΑΠΑΝΑΣΤΑΣΙΟΥ έναντι γηπέδου Άρεως, 3ος όρ. 112 τ.μ. 3ΔΣΚ 1.700.000. Τηλ. 265-880. bbox=[370, 535, 475, 572]
classified-ad: ΠΩΛΕΙΤΑΙ διαμ. νεόδμητο 1ος όροφος 104 τ.μ. 3 δωμ. τιμή 3.100.000. bbox=[133, 705, 238, 733]
classified-ad: ΔΙΑΘΕΤΟΝΤΑΙ εκτάσεις στην Περαία τηλ. 265-880. bbox=[370, 857, 475, 876]
classified-ad: ΤΟΥΜΠΑ Άνω διαμέρισμα 65 τ.μ. 1ος όροφος. bbox=[607, 416, 711, 435]
classified-ad: ΠΟΛΥΔΕΥΚΗΣ Ιατρού, κτηματομεσίτης Αγ. Σοφίας 34, τηλ. 230-303. bbox=[488, 687, 593, 715]
classified-ad: ΒΟΤΣΗΣ τηλ. 832-270. Τρία μ2 εις Καλαμαριά. bbox=[843, 286, 948, 305]
classified-ad: ΚΤΗΜΑΤΙΚΑ αναλαμβάνει Αγίου Δημητρίου 90 τηλ. 541-372. bbox=[725, 903, 830, 930]
classified-columns bbox=[133, 145, 1333, 1919]
classified-ad: ΠΩΛΕΙΤΑΙ διαμέρισμα 85 τ.μ. bbox=[961, 529, 1066, 547]
classified-ad: ΒΟΤΣΗΣ τηλ. 832-270. Διαμ. 70 μ2 Κέντρο. bbox=[843, 379, 948, 398]
classified-ad: ΚΑΛΑΘΑΣ διαμέρισμα Ευζώνων 3ος όροφος. bbox=[607, 849, 711, 867]
classified-ad: ΠΑΠΑΔΟΠΟΥΛΟΣ 234-162. Διαμέρισμα 85 τ.μ. Μαρτίου 3.560.000. bbox=[725, 245, 830, 272]
classified-ad: ΖΗΤΟΥΝΤΑΙ εις αγοράν διαμερίσματα όλων των τύπων. bbox=[961, 175, 1066, 203]
classified-ad: ΒΟΤΣΗΣ τηλ. 832-270. Διαμ. 2 ΔΣΚΑ 82 μ2 1.400.000. bbox=[843, 236, 948, 263]
classified-ad: ΠΕΡΑΙΑ ένα οικόπεδο 2.000 τ.μ. 1.400.000 τηλ. 265-880. bbox=[370, 827, 475, 855]
classified-ad: ΣΟΦΟΥΝΗ περιοχή διαμ. 80 τ.μ. τηλ. 840-694. bbox=[607, 561, 711, 579]
classified-ad: ΝΕΑ Πλάγια 2 ώρες από Θεσσαλονίκη πωλείται αγρόκτημα. bbox=[370, 1415, 475, 1442]
classified-ad: ΕΥΚΑΙΡΙΑ να αποκτήσετε ένα 1/3 οικόπεδο 300 τ.μ. ευκαιρία. bbox=[607, 284, 711, 312]
classified-ad: ΠΩΛΟΥΝΤΑΙ Γκαρσονιέρες Ευαγγελίστρια 30 τ.μ. bbox=[607, 1074, 689, 1102]
classified-ad: ΚΑΤΑΣΤΗΜΑ – Βιοτεχνικοί χώροι Παπαναστασίου 110 τ.μ. bbox=[370, 263, 475, 291]
classified-ad: ΠΑΠΑΔΟΠΟΥΛΟΣ 234-162. Διαμέρισμα Καλαμαριά 130 τ.μ. bbox=[725, 274, 830, 302]
classified-ad: ΖΗΤΟΥΜΕ οικόπεδα προς αγορά στην Καλαμαριά 2.800.000. bbox=[488, 658, 593, 686]
classified-ad: ΠΩΛΟΥΝΤΑΙ διαμερίσματα 85 τ.μ. Καλαμαριά τηλ. 840-732. bbox=[488, 245, 593, 272]
classified-ad: ΠΩΛΕΙΤΑΙ διαμέρισμα 70 τ.μ. Σαράφη 1.000.000. bbox=[488, 1073, 593, 1092]
column-divider bbox=[600, 145, 601, 1919]
classified-ad: ΠΩΛΟΥΝΤΑΙ 10 καταστήματα Αγίου Δημητρίου 30—45 τ.μ. bbox=[252, 625, 356, 653]
classified-ad: ΚΑΛΑΘΑΣ Σχολικό οικόπεδο Μαλακοπή. bbox=[607, 870, 711, 888]
classified-ad: ΔΙΑΜΕΡΙΣΜΑ 70 τ.μ. Αγ. Δημητρίου 2ος όροφος 1.550.000. bbox=[133, 1068, 238, 1095]
classified-ad: ΠΩΛΕΙΤΑΙ διαμ. στην Αγίου Παύλου 107 τ.μ. 3 δωμ. σαλόνι, κουζίνα 2.800.000 τηλ. 835-100. bbox=[133, 349, 238, 385]
column-divider bbox=[363, 145, 364, 1919]
classified-ad: ΠΩΛΕΙΤΑΙ διαμέρισμα Φάληρο 90 τ.μ. bbox=[961, 445, 1066, 464]
banner-title: Προσφορά εργασίας-Ζητήσεις-Πωλήσεις-Ενοικιάσεις-Αγοραί-Ακίνητα bbox=[81, 31, 1904, 96]
classified-ad: ΠΩΛΕΙΤΑΙ διαμ. Κ. Τούμπα 1 δωμ. 522-790. bbox=[488, 1197, 593, 1215]
classified-ad: ΖΗΤΟΥΝΤΑΙ οικόπεδα διά αντιπαροχή 224-444. bbox=[607, 1207, 711, 1225]
classified-ad: ΠΑΠΑΔΟΠΟΥΛΟΣ 234-162. Κατάστημα επί της Μοναστηρίου 240 τ.μ. 1.800.000. bbox=[725, 145, 830, 182]
classified-ad: ΝΙΚΟΛΑΪΔΟΥ, Οικόπεδο Πυλαία 400 τ.μ. bbox=[843, 742, 948, 761]
classified-ad: ΒΟΤΣΗΣ τηλ. 832-270. Οικόπεδο Θέρμη 500 μ2. bbox=[843, 400, 948, 419]
classified-ad: ΠΩΛΟΥΝΤΑΙ 4 γκαρσονιέρες Ιπποδρομίου 25 τ.μ. τηλ. 818-839. bbox=[252, 746, 356, 774]
